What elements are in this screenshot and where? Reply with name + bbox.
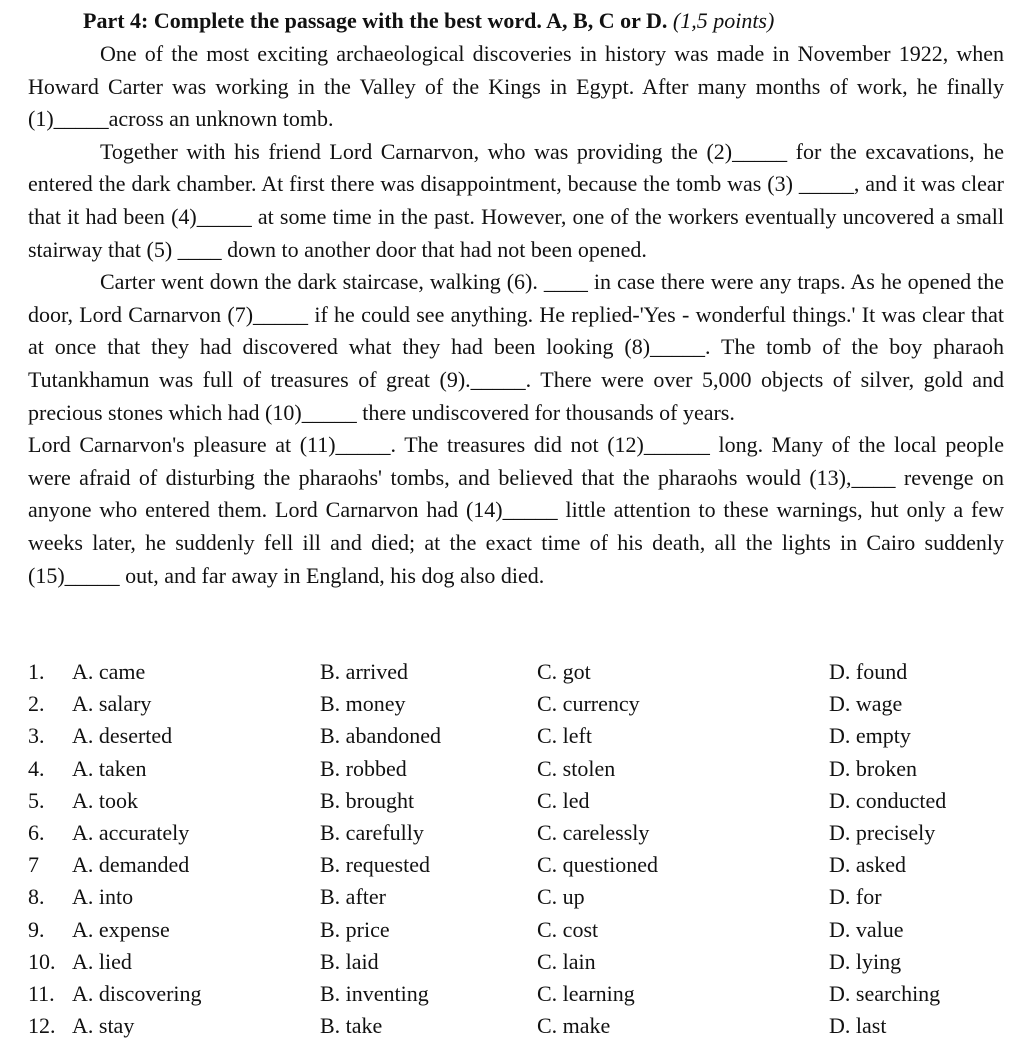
option-b: B. robbed <box>320 755 407 781</box>
option-b: B. take <box>320 1013 383 1039</box>
part-title: Part 4: Complete the passage with the best word. A, B, C or D. <box>83 8 668 33</box>
option-d: D. precisely <box>829 819 936 845</box>
option-c: C. cost <box>537 916 599 942</box>
option-c: C. lain <box>537 948 596 974</box>
question-row <box>28 914 1004 946</box>
option-a: A. taken <box>72 755 147 781</box>
option-c: C. got <box>537 659 591 684</box>
question-number: 8. <box>28 884 45 910</box>
answer-options <box>28 656 1004 1042</box>
option-c: C. led <box>537 787 590 813</box>
question-number: 1. <box>28 659 45 684</box>
question-number: 7 <box>28 852 39 878</box>
option-d: D. found <box>829 659 908 684</box>
passage-paragraph: Lord Carnarvon's pleasure at (11)_____. The treasures did not (12)______ long. Many of the local people were afraid of disturbing the pharaohs' tombs, and believed that the pharaohs would (13),____ revenge on anyone who entered them. Lord Carnarvon had (14)_____ little attention to these warnings, hut only a few weeks later, he suddenly fell ill and died; at the exact time of his death, all the lights in Cairo suddenly (15)_____ out, and far away in England, his dog also died. <box>28 432 1004 588</box>
option-b: B. carefully <box>320 819 424 845</box>
option-a: A. salary <box>72 691 152 717</box>
question-number: 6. <box>28 819 45 845</box>
passage-paragraph: Together with his friend Lord Carnarvon, who was providing the (2)_____ for the excavations, he entered the dark chamber. At first there was disappointment, because the tomb was (3) _____, and it was clear that it had been (4)_____ at some time in the past. However, one of the workers eventually uncovered a small stairway that (5) ____ down to another door that had not been opened. <box>28 138 1004 262</box>
option-b: B. inventing <box>320 980 429 1006</box>
part-heading <box>83 6 774 36</box>
option-a: A. deserted <box>72 723 173 749</box>
question-row <box>28 978 1004 1010</box>
option-b: B. brought <box>320 787 415 813</box>
option-a: A. discovering <box>72 980 202 1006</box>
option-b: B. price <box>320 916 390 942</box>
passage-paragraph: One of the most exciting archaeological discoveries in history was made in November 1922, when Howard Carter was working in the Valley of the Kings in Egypt. After many months of work, he finally (1)_____across an unknown tomb. <box>28 41 1004 132</box>
question-row <box>28 720 1004 752</box>
option-a: A. took <box>72 787 138 813</box>
option-d: D. conducted <box>829 787 947 813</box>
question-row <box>28 1010 1004 1042</box>
option-a: A. lied <box>72 948 132 974</box>
question-number: 2. <box>28 691 45 717</box>
question-row <box>28 849 1004 881</box>
option-a: A. accurately <box>72 819 190 845</box>
option-d: D. for <box>829 884 882 910</box>
part-points: (1,5 points) <box>672 8 775 33</box>
option-c: C. learning <box>537 980 635 1006</box>
question-row <box>28 688 1004 720</box>
option-b: B. after <box>320 884 386 910</box>
option-d: D. asked <box>829 852 906 878</box>
question-number: 10. <box>28 948 56 974</box>
option-c: C. make <box>537 1013 611 1039</box>
option-c: C. questioned <box>537 852 658 878</box>
option-b: B. laid <box>320 948 379 974</box>
reading-passage <box>28 38 1004 592</box>
question-row <box>28 785 1004 817</box>
option-b: B. money <box>320 691 406 717</box>
option-c: C. left <box>537 723 592 749</box>
question-row <box>28 817 1004 849</box>
option-d: D. empty <box>829 723 911 749</box>
option-b: B. abandoned <box>320 723 441 749</box>
question-number: 5. <box>28 787 45 813</box>
option-a: A. demanded <box>72 852 190 878</box>
question-number: 3. <box>28 723 45 749</box>
option-c: C. up <box>537 884 585 910</box>
option-c: C. currency <box>537 691 640 717</box>
question-row <box>28 656 1004 688</box>
option-a: A. expense <box>72 916 170 942</box>
option-d: D. lying <box>829 948 902 974</box>
option-d: D. searching <box>829 980 941 1006</box>
option-b: B. arrived <box>320 659 408 684</box>
option-d: D. value <box>829 916 904 942</box>
option-d: D. last <box>829 1013 887 1039</box>
option-d: D. broken <box>829 755 917 781</box>
option-a: A. stay <box>72 1013 135 1039</box>
passage-paragraph: Carter went down the dark staircase, walking (6). ____ in case there were any traps. As he opened the door, Lord Carnarvon (7)_____ if he could see anything. He replied-'Yes - wonderful things.' It was clear that at once that they had discovered what they had been looking (8)_____. The tomb of the boy pharaoh Tutankhamun was full of treasures of great (9)._____. There were over 5,000 objects of silver, gold and precious stones which had (10)_____ there undiscovered for thousands of years. <box>28 269 1004 425</box>
option-b: B. requested <box>320 852 430 878</box>
option-a: A. into <box>72 884 134 910</box>
option-d: D. wage <box>829 691 903 717</box>
question-row <box>28 881 1004 913</box>
option-c: C. stolen <box>537 755 616 781</box>
question-row <box>28 946 1004 978</box>
question-number: 9. <box>28 916 45 942</box>
option-c: C. carelessly <box>537 819 650 845</box>
question-number: 12. <box>28 1013 56 1039</box>
question-number: 11. <box>28 980 55 1006</box>
question-row <box>28 753 1004 785</box>
option-a: A. came <box>72 659 146 684</box>
question-number: 4. <box>28 755 45 781</box>
